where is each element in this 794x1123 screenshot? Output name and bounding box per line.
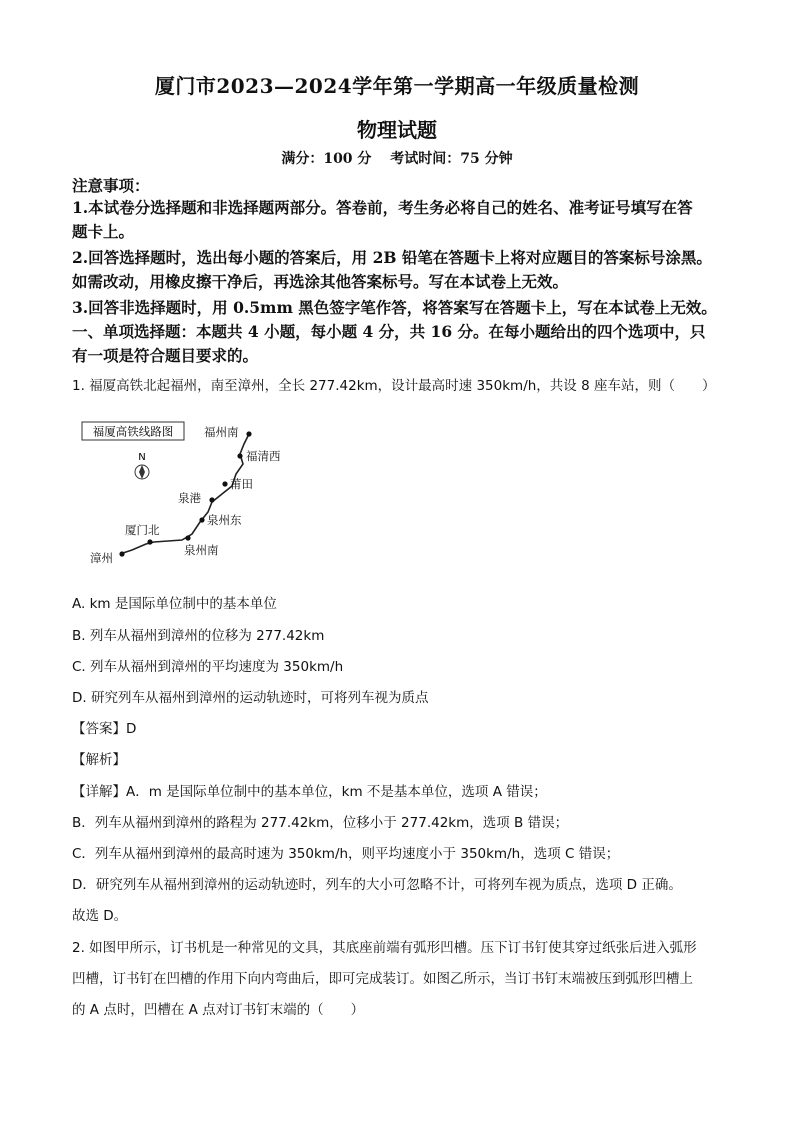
station-fuqingxi: 福清西 [246,449,281,463]
notice-heading: 注意事项： [72,176,150,195]
q1-detail-line: D．研究列车从福州到漳州的运动轨迹时，列车的大小可忽略不计，可将列车视为质点，选项 D 正确。 [72,877,682,893]
station-quanzhounan: 泉州南 [184,543,219,557]
station-fuzhounan: 福州南 [204,425,239,439]
q1-detail-line: 故选 D。 [72,908,128,924]
q1-option-c: C. 列车从福州到漳州的平均速度为 350km/h [72,659,344,675]
station-putian: 莆田 [230,477,253,491]
q1-answer: 【答案】D [72,721,137,737]
notice-line-1b: 题卡上。 [72,222,135,241]
notice-line-3: 3.回答非选择题时，用 0.5mm 黑色签字笔作答，将答案写在答题卡上，写在本试卷上无效。 [72,298,717,317]
q2-stem-line-1: 2. 如图甲所示，订书机是一种常见的文具，其底座前端有弧形凹槽。压下订书钉使其穿过纸张后进入弧形 [72,940,697,956]
map-title: 福厦高铁线路图 [92,424,174,439]
exam-title: 厦门市2023—2024学年第一学期高一年级质量检测 [154,74,640,98]
q1-detail-line: 【详解】A．m 是国际单位制中的基本单位，km 不是基本单位，选项 A 错误； [72,784,547,800]
station-quanzhoudong: 泉州东 [207,513,242,527]
q1-detail-line: C．列车从福州到漳州的最高时速为 350km/h，则平均速度小于 350km/h，选项 C 错误； [72,846,620,862]
notice-line-2a: 2.回答选择题时，选出每小题的答案后，用 2B 铅笔在答题卡上将对应题目的答案标号涂黑。 [72,248,712,267]
section-heading-a: 一、单项选择题：本题共 4 小题，每小题 4 分，共 16 分。在每小题给出的四个选项中，只 [72,322,706,341]
notice-line-2b: 如需改动，用橡皮擦干净后，再选涂其他答案标号。写在本试卷上无效。 [72,272,569,291]
q1-detail-line: B．列车从福州到漳州的路程为 277.42km，位移小于 277.42km，选项 B 错误； [72,815,569,831]
q1-option-b: B. 列车从福州到漳州的位移为 277.42km [72,628,325,644]
q1-stem: 1. 福厦高铁北起福州，南至漳州，全长 277.42km，设计最高时速 350km/h，共设 8 座车站，则（ ） [72,378,716,394]
compass-icon [135,452,149,479]
score-time: 满分：100 分 考试时间：75 分钟 [281,151,513,167]
q1-analysis-label: 【解析】 [72,752,126,768]
svg-text:N: N [138,452,146,463]
section-heading-b: 有一项是符合题目要求的。 [72,346,259,365]
q1-option-d: D. 研究列车从福州到漳州的运动轨迹时，可将列车视为质点 [72,690,429,706]
station-xiamenbei: 厦门北 [125,523,160,537]
q2-stem-line-3: 的 A 点时，凹槽在 A 点对订书钉末端的（ ） [72,1002,365,1018]
notice-line-1a: 1.本试卷分选择题和非选择题两部分。答卷前，考生务必将自己的姓名、准考证号填写在答 [72,198,693,217]
q2-stem-line-2: 凹槽，订书钉在凹槽的作用下向内弯曲后，即可完成装订。如图乙所示，当订书钉末端被压到弧形凹槽上 [72,971,693,987]
q1-option-a: A. km 是国际单位制中的基本单位 [72,596,277,612]
railway-route-map [72,408,302,578]
exam-subject: 物理试题 [357,118,437,142]
station-zhangzhou: 漳州 [90,551,113,565]
station-quangang: 泉港 [178,491,201,505]
